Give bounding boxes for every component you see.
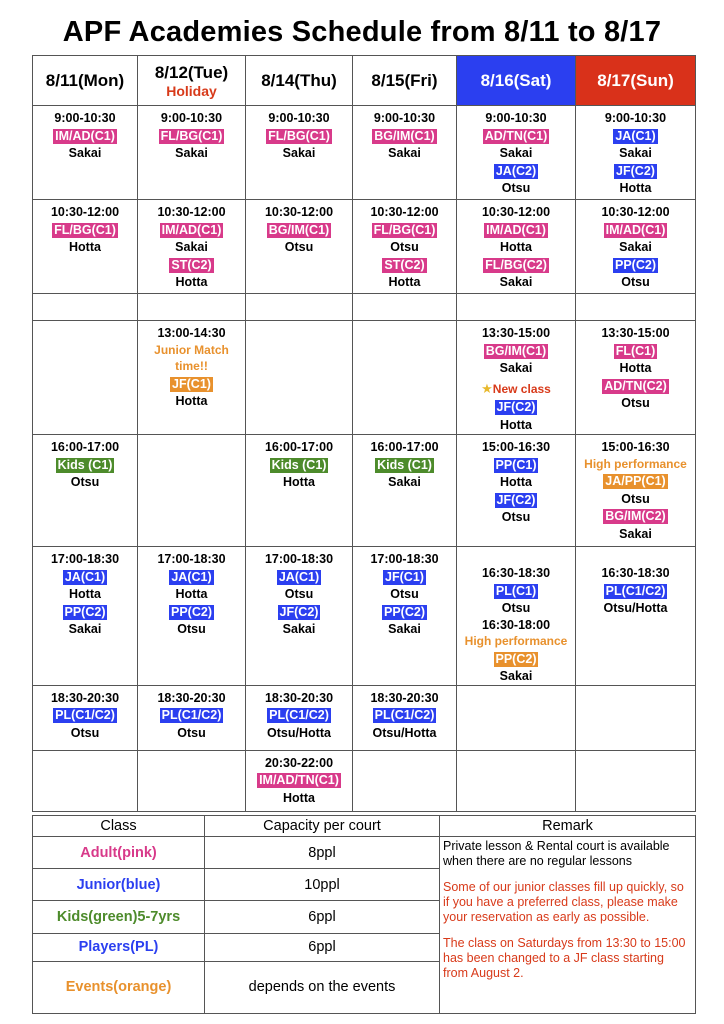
slot-row (33, 435, 696, 547)
coach-name: Hotta (283, 475, 315, 489)
time-label: 16:00-17:00 (264, 440, 334, 454)
empty-cell (576, 685, 696, 750)
remark-text: Some of our junior classes fill up quickly, so if you have a preferred class, please make your reservation as early as possible. (443, 880, 684, 925)
coach-name: Otsu (177, 725, 206, 740)
coach-name: Sakai (499, 275, 533, 289)
time-label: 17:00-18:30 (157, 552, 226, 566)
time-label: 10:30-12:00 (601, 205, 670, 219)
legend-header-capacity: Capacity per court (205, 816, 440, 837)
empty-cell (457, 685, 576, 750)
time-label: 10:30-12:00 (264, 205, 334, 219)
class-tag: BG/IM(C2) (605, 509, 666, 523)
class-tag: PL(C1/C2) (605, 583, 666, 598)
coach-name: Sakai (619, 146, 652, 160)
class-tag: IM/AD(C1) (486, 222, 546, 237)
class-tag: JF(C1) (385, 569, 424, 584)
legend-capacity: 6ppl (205, 901, 440, 933)
time-label: 16:30-18:00 (481, 617, 551, 632)
class-tag: JF(C2) (496, 492, 536, 507)
coach-name: Hotta (619, 181, 652, 195)
day-label: 8/16(Sat) (480, 70, 552, 90)
empty-cell (246, 294, 353, 321)
class-tag: Kids (C1) (271, 457, 327, 472)
time-label: 9:00-10:30 (54, 111, 116, 125)
legend-table (32, 815, 696, 1014)
time-label: 16:30-18:30 (601, 566, 670, 580)
legend-capacity: 8ppl (205, 837, 440, 869)
class-tag: PP(C1) (495, 457, 537, 472)
class-tag: PP(C2) (495, 651, 537, 666)
coach-name: Sakai (619, 526, 652, 541)
coach-name: Otsu (390, 240, 419, 254)
coach-name: Otsu/Hotta (372, 725, 437, 740)
empty-cell (353, 321, 457, 435)
coach-name: Otsu (621, 491, 650, 506)
coach-name: Sakai (388, 146, 421, 160)
coach-name: Hotta (69, 587, 101, 601)
coach-name: Otsu/Hotta (603, 601, 668, 615)
schedule-cell (576, 200, 696, 294)
time-label: 13:30-15:00 (481, 326, 551, 340)
class-tag: IM/AD/TN(C1) (259, 773, 339, 787)
header-row (33, 56, 696, 106)
day-header-sat (457, 56, 576, 106)
class-tag: ST(C2) (384, 257, 425, 272)
class-tag: JA(C1) (615, 128, 656, 143)
class-tag: JF(C1) (172, 376, 211, 391)
schedule-cell (246, 106, 353, 200)
class-tag: JF(C2) (279, 604, 319, 619)
time-label: 15:00-16:30 (601, 440, 670, 454)
schedule-cell (138, 106, 246, 200)
coach-name: Sakai (68, 622, 102, 636)
class-tag: FL/BG(C1) (54, 222, 116, 237)
coach-name: Hotta (500, 475, 532, 489)
slot-row (33, 200, 696, 294)
coach-name: Otsu (177, 622, 206, 636)
class-tag: JF(C2) (616, 163, 655, 178)
coach-name: Otsu (621, 275, 650, 289)
coach-name: Otsu (501, 181, 531, 195)
schedule-cell (246, 685, 353, 750)
schedule-cell (576, 106, 696, 200)
class-tag: BG/IM(C1) (268, 222, 330, 237)
class-tag: FL/BG(C1) (373, 222, 436, 237)
coach-name: Sakai (175, 146, 208, 160)
class-tag: FL/BG(C2) (485, 257, 547, 272)
schedule-cell (138, 685, 246, 750)
remark-text: The class on Saturdays from 13:30 to 15:00 has been changed to a JF class starting from August 2. (443, 936, 686, 981)
slot-row (33, 106, 696, 200)
legend-capacity: 6ppl (205, 933, 440, 961)
schedule-cell (457, 547, 576, 686)
schedule-cell (353, 106, 457, 200)
day-header-fri (353, 56, 457, 106)
schedule-cell (246, 547, 353, 686)
legend-class-name: Junior(blue) (33, 869, 205, 901)
time-label: 9:00-10:30 (268, 111, 330, 125)
event-note: Junior Match (154, 342, 229, 357)
day-header-tue (138, 56, 246, 106)
class-tag: PP(C2) (615, 257, 656, 272)
coach-name: Otsu (70, 725, 100, 740)
class-tag: IM/AD(C1) (605, 222, 666, 237)
time-label: 9:00-10:30 (373, 111, 436, 125)
legend-class-name: Adult(pink) (33, 837, 205, 869)
coach-name: Otsu (621, 396, 650, 410)
coach-name: Hotta (500, 240, 532, 254)
coach-name: Hotta (619, 361, 652, 375)
day-label: 8/15(Fri) (371, 70, 438, 90)
time-label: 18:30-20:30 (157, 690, 226, 705)
time-label: 18:30-20:30 (264, 690, 334, 705)
time-label: 10:30-12:00 (157, 205, 226, 219)
schedule-cell (576, 547, 696, 686)
class-tag: JA(C1) (171, 569, 212, 584)
empty-cell (353, 294, 457, 321)
coach-name: Hotta (69, 240, 101, 254)
legend-capacity: depends on the events (205, 961, 440, 1013)
schedule-cell (138, 547, 246, 686)
empty-cell (33, 321, 138, 435)
page-title: APF Academies Schedule from 8/11 to 8/17 (62, 16, 662, 48)
schedule-cell (138, 200, 246, 294)
remark-text: Private lesson & Rental court is available when there are no regular lessons (443, 839, 670, 869)
time-label: 9:00-10:30 (160, 111, 223, 125)
schedule-cell (138, 321, 246, 435)
schedule-cell (33, 200, 138, 294)
coach-name: Otsu (501, 601, 531, 615)
time-label: 16:00-17:00 (370, 440, 439, 454)
schedule-cell (33, 106, 138, 200)
slot-row (33, 685, 696, 750)
schedule-cell (353, 685, 457, 750)
schedule-cell (457, 200, 576, 294)
legend-class-name: Kids(green)5-7yrs (33, 901, 205, 933)
time-label: 16:00-17:00 (50, 440, 120, 454)
class-tag: PL(C1) (495, 583, 537, 598)
coach-name: Sakai (499, 146, 533, 160)
day-label: 8/14(Thu) (261, 70, 337, 90)
coach-name: Hotta (175, 394, 208, 408)
class-tag: AD/TN(C2) (604, 378, 667, 393)
empty-cell (33, 294, 138, 321)
empty-cell (33, 750, 138, 811)
schedule-cell (353, 435, 457, 547)
empty-row (33, 294, 696, 321)
empty-cell (576, 294, 696, 321)
time-label: 17:00-18:30 (264, 552, 334, 566)
time-label: 17:00-18:30 (370, 552, 439, 566)
class-tag: Kids (C1) (377, 457, 432, 472)
class-tag: JA(C1) (64, 569, 106, 584)
coach-name: Otsu (501, 510, 531, 524)
time-label: 10:30-12:00 (50, 205, 120, 219)
time-label: 20:30-22:00 (264, 755, 334, 770)
class-tag: Kids (C1) (57, 457, 113, 472)
schedule-cell (576, 435, 696, 547)
coach-name: Hotta (175, 587, 208, 601)
schedule-cell (457, 321, 576, 435)
empty-cell (138, 750, 246, 811)
schedule-cell (33, 435, 138, 547)
legend-header-remark: Remark (440, 816, 696, 837)
slot-row (33, 321, 696, 435)
coach-name: Otsu/Hotta (267, 725, 331, 740)
class-tag: IM/AD(C1) (55, 128, 115, 143)
class-tag: BG/IM(C1) (374, 128, 435, 143)
time-label: 10:30-12:00 (481, 205, 551, 219)
schedule-cell (246, 435, 353, 547)
time-label: 13:30-15:00 (601, 326, 670, 340)
coach-name: Sakai (175, 240, 208, 254)
new-class-label: New class (492, 381, 551, 396)
class-tag: JA/PP(C1) (605, 474, 666, 488)
time-label: 18:30-20:30 (370, 690, 439, 705)
class-tag: FL/BG(C1) (268, 128, 330, 143)
day-header-mon (33, 56, 138, 106)
schedule-cell (457, 435, 576, 547)
legend-class-name: Events(orange) (33, 961, 205, 1013)
day-header-sun (576, 56, 696, 106)
coach-name: Hotta (283, 790, 315, 805)
coach-name: Otsu (284, 240, 314, 254)
class-tag: PP(C2) (171, 604, 212, 619)
empty-cell (457, 294, 576, 321)
empty-cell (353, 750, 457, 811)
day-label: 8/11(Mon) (45, 70, 125, 90)
time-label: 15:00-16:30 (481, 440, 551, 454)
star-icon: ★ (481, 380, 493, 396)
schedule-cell (457, 106, 576, 200)
coach-name: Otsu (284, 587, 314, 601)
schedule-table (32, 55, 696, 812)
time-label: 17:00-18:30 (50, 552, 120, 566)
class-tag: PL(C1/C2) (161, 708, 222, 722)
class-tag: PL(C1/C2) (55, 708, 115, 722)
coach-name: Hotta (175, 275, 208, 289)
class-tag: FL(C1) (615, 343, 656, 358)
coach-name: Hotta (388, 275, 421, 289)
class-tag: PL(C1/C2) (374, 708, 435, 722)
coach-name: Sakai (282, 622, 316, 636)
empty-cell (138, 294, 246, 321)
empty-cell (246, 321, 353, 435)
class-tag: JA(C1) (278, 569, 320, 584)
schedule-cell (246, 750, 353, 811)
legend-header-class: Class (33, 816, 205, 837)
remark-cell (440, 837, 696, 1014)
class-tag: BG/IM(C1) (485, 343, 547, 358)
empty-cell (457, 750, 576, 811)
empty-cell (576, 750, 696, 811)
coach-name: Sakai (68, 146, 102, 160)
coach-name: Sakai (619, 240, 652, 254)
day-label: 8/12(Tue) (154, 62, 229, 82)
class-tag: IM/AD(C1) (161, 222, 222, 237)
schedule-cell (246, 200, 353, 294)
class-tag: AD/TN(C1) (484, 128, 548, 143)
slot-row (33, 750, 696, 811)
day-header-thu (246, 56, 353, 106)
coach-name: Sakai (282, 146, 316, 160)
event-note: time!! (175, 359, 208, 373)
new-class-note (457, 381, 575, 398)
slot-row (33, 547, 696, 686)
event-note: High performance (584, 456, 687, 471)
class-tag: ST(C2) (171, 257, 212, 272)
class-tag: PL(C1/C2) (269, 708, 329, 722)
day-label: 8/17(Sun) (597, 70, 674, 90)
coach-name: Sakai (388, 475, 421, 489)
empty-cell (138, 435, 246, 547)
time-label: 16:30-18:30 (481, 566, 551, 580)
schedule-cell (33, 685, 138, 750)
schedule-cell (576, 321, 696, 435)
coach-name: Sakai (388, 622, 421, 636)
legend-capacity: 10ppl (205, 869, 440, 901)
class-tag: FL/BG(C1) (160, 128, 223, 143)
coach-name: Hotta (500, 417, 532, 432)
coach-name: Otsu (390, 587, 419, 601)
schedule-cell (33, 547, 138, 686)
schedule-cell (353, 200, 457, 294)
class-tag: PP(C2) (384, 604, 425, 619)
time-label: 13:00-14:30 (157, 326, 226, 340)
class-tag: JF(C2) (496, 400, 536, 414)
legend-header-row (33, 816, 696, 837)
time-label: 9:00-10:30 (604, 111, 667, 125)
schedule-cell (353, 547, 457, 686)
holiday-label: Holiday (166, 82, 217, 99)
time-label: 10:30-12:00 (370, 205, 439, 219)
time-label: 9:00-10:30 (485, 111, 547, 125)
class-tag: JA(C2) (495, 163, 537, 178)
event-note: High performance (464, 634, 568, 648)
coach-name: Sakai (499, 361, 533, 375)
coach-name: Sakai (499, 669, 533, 683)
class-tag: PP(C2) (64, 604, 106, 619)
time-label: 18:30-20:30 (50, 690, 120, 705)
legend-row (33, 837, 696, 869)
coach-name: Otsu (70, 475, 100, 489)
legend-class-name: Players(PL) (33, 933, 205, 961)
